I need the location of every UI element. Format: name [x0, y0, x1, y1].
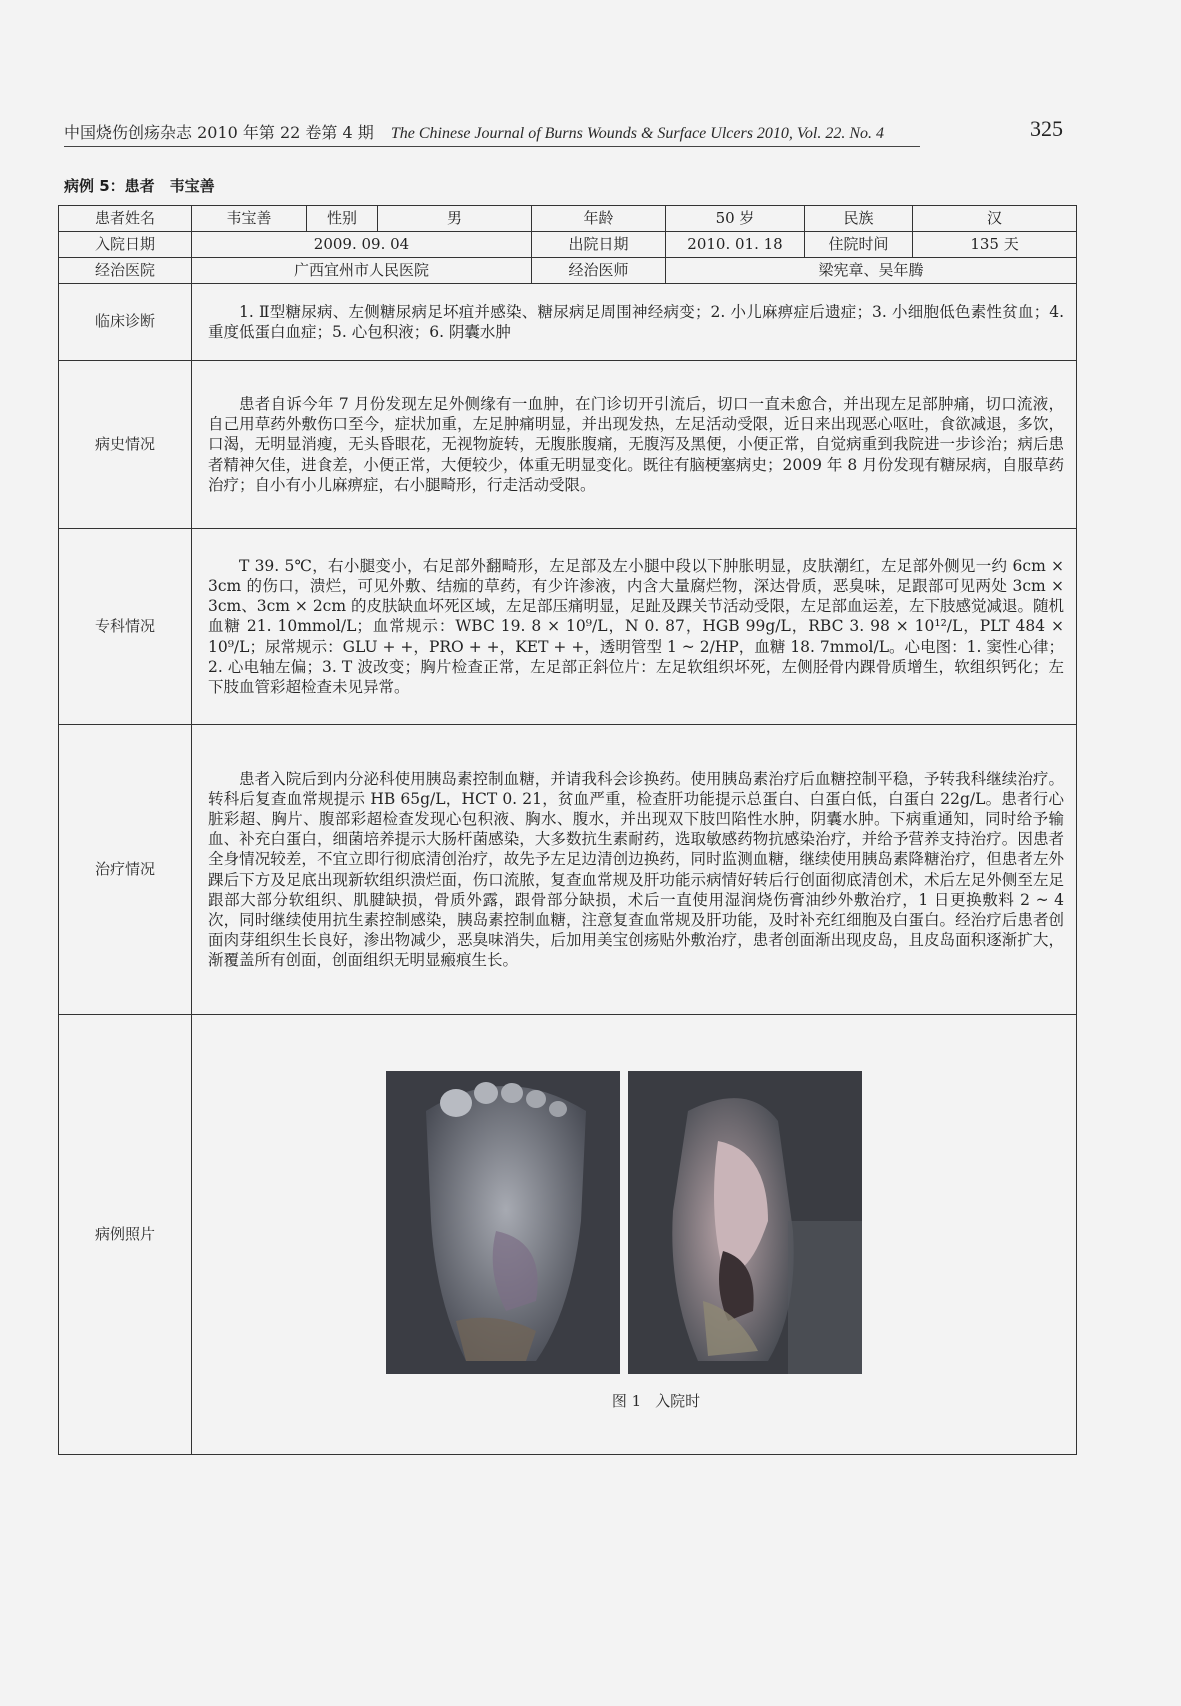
exam-label: 专科情况	[59, 529, 192, 725]
admit-label: 入院日期	[59, 232, 192, 258]
discharge-date: 2010. 01. 18	[666, 232, 805, 258]
doctor-names: 梁宪章、吴年腾	[666, 258, 1077, 284]
exam-text: T 39. 5℃，右小腿变小，右足部外翻畸形，左足部及左小腿中段以下肿胀明显，皮肤潮红，左足部外侧见一约 6cm × 3cm 的伤口，溃烂，可见外敷、结痂的草药，有少许渗液，内含大量腐烂物，深达骨质，恶臭味，足跟部可见两处 3cm × 3cm、3cm × 2cm 的皮肤缺血坏死区域，左足部压痛明显，足趾及踝关节活动受限，左足部血运差，左下肢感觉减退。随机血糖 21. 10mmol/L；血常规示：WBC 19. 8 × 10⁹/L，N 0. 87，HGB 99g/L，RBC 3. 98 × 10¹²/L，PLT 484 × 10⁹/L；尿常规示：GLU + +，PRO + +，KET + +，透明管型 1 ~ 2/HP，血糖 18. 7mmol/L。心电图：1. 窦性心律；2. 心电轴左偏；3. T 波改变；胸片检查正常，左足部正斜位片：左足软组织坏死，左侧胫骨内踝骨质增生，软组织钙化；左下肢血管彩超检查未见异常。	[208, 557, 1065, 696]
page-number: 325	[1030, 116, 1063, 141]
case-photo-foot-wound	[628, 1071, 862, 1374]
info-row-2	[59, 232, 1077, 258]
info-row-3	[59, 258, 1077, 284]
history-text: 患者自诉今年 7 月份发现左足外侧缘有一血肿，在门诊切开引流后，切口一直未愈合，并出现左足部肿痛，切口流液，自己用草药外敷伤口至今，症状加重，左足肿痛明显，并出现发热，左足活动受限，近日来出现恶心呕吐，食欲减退，多饮，口渴，无明显消瘦，无头昏眼花，无视物旋转，无腹胀腹痛，无腹泻及黑便，小便正常，自觉病重到我院进一步诊治；病后患者精神欠佳，进食差，小便正常，大便较少，体重无明显变化。既往有脑梗塞病史；2009 年 8 月份发现有糖尿病，自服草药治疗；自小有小儿麻痹症，右小腿畸形，行走活动受限。	[208, 395, 1065, 494]
diagnosis-cell	[192, 284, 1077, 361]
diagnosis-label: 临床诊断	[59, 284, 192, 361]
history-row	[59, 361, 1077, 529]
stay-duration: 135 天	[913, 232, 1077, 258]
figure-caption	[596, 1392, 716, 1412]
admit-date: 2009. 09. 04	[192, 232, 532, 258]
info-row-1	[59, 206, 1077, 232]
diagnosis-row	[59, 284, 1077, 361]
treatment-cell	[192, 725, 1077, 1015]
name-label: 患者姓名	[59, 206, 192, 232]
running-head	[64, 120, 920, 147]
case-title: 病例 5：患者 韦宝善	[64, 177, 215, 195]
patient-name: 韦宝善	[192, 206, 307, 232]
diagnosis-text: 1. Ⅱ型糖尿病、左侧糖尿病足坏疽并感染、糖尿病足周围神经病变；2. 小儿麻痹症后遗症；3. 小细胞低色素性贫血；4. 重度低蛋白血症；5. 心包积液；6. 阴囊水肿	[208, 302, 1065, 341]
photos-cell	[192, 1015, 1077, 1455]
figure-caption-text: 入院时	[655, 1392, 701, 1410]
history-cell	[192, 361, 1077, 529]
age-label: 年龄	[532, 206, 666, 232]
figure-number: 图 1	[611, 1392, 642, 1410]
patient-ethnicity: 汉	[913, 206, 1077, 232]
patient-age: 50 岁	[666, 206, 805, 232]
sex-label: 性别	[307, 206, 378, 232]
treatment-text: 患者入院后到内分泌科使用胰岛素控制血糖，并请我科会诊换药。使用胰岛素治疗后血糖控制平稳，予转我科继续治疗。转科后复查血常规提示 HB 65g/L，HCT 0. 21，贫血严重，检查肝功能提示总蛋白、白蛋白低，白蛋白 22g/L。患者行心脏彩超、胸片、腹部彩超检查发现心包积液、胸水、腹水，并出现双下肢凹陷性水肿，阴囊水肿。下病重通知，同时给予输血、补充白蛋白，细菌培养提示大肠杆菌感染，大多数抗生素耐药，选取敏感药物抗感染治疗，并给予营养支持治疗。因患者全身情况较差，不宜立即行彻底清创治疗，故先予左足边清创边换药，同时监测血糖，继续使用胰岛素降糖治疗，但患者左外踝后下方及足底出现新软组织溃烂面，伤口流脓，复查血常规及肝功能示病情好转后行创面彻底清创术，术后左足外侧至左足跟部大部分软组织、肌腱缺损，骨质外露，跟骨部分缺损，术后一直使用湿润烧伤膏油纱外敷治疗，1 日更换敷料 2 ~ 4 次，同时继续使用抗生素控制感染，胰岛素控制血糖，注意复查血常规及肝功能，及时补充红细胞及白蛋白。经治疗后患者创面肉芽组织生长良好，渗出物减少，恶臭味消失，后加用美宝创疡贴外敷治疗，患者创面渐出现皮岛，且皮岛面积逐渐扩大，渐覆盖所有创面，创面组织无明显瘢痕生长。	[208, 769, 1065, 970]
case-record-table	[58, 205, 1077, 1455]
photos-label: 病例照片	[59, 1015, 192, 1455]
exam-cell	[192, 529, 1077, 725]
history-label: 病史情况	[59, 361, 192, 529]
ethnicity-label: 民族	[805, 206, 913, 232]
doctor-label: 经治医师	[532, 258, 666, 284]
treatment-label: 治疗情况	[59, 725, 192, 1015]
photos-row	[59, 1015, 1077, 1455]
stay-label: 住院时间	[805, 232, 913, 258]
case-photo-foot-sole	[386, 1071, 620, 1374]
journal-title-en: The Chinese Journal of Burns Wounds & Surface Ulcers 2010, Vol. 22. No. 4	[390, 125, 885, 142]
discharge-label: 出院日期	[532, 232, 666, 258]
hospital-label: 经治医院	[59, 258, 192, 284]
patient-sex: 男	[378, 206, 532, 232]
treatment-row	[59, 725, 1077, 1015]
exam-row	[59, 529, 1077, 725]
journal-title-cn: 中国烧伤创疡杂志 2010 年第 22 卷第 4 期	[64, 123, 374, 142]
hospital-name: 广西宜州市人民医院	[192, 258, 532, 284]
